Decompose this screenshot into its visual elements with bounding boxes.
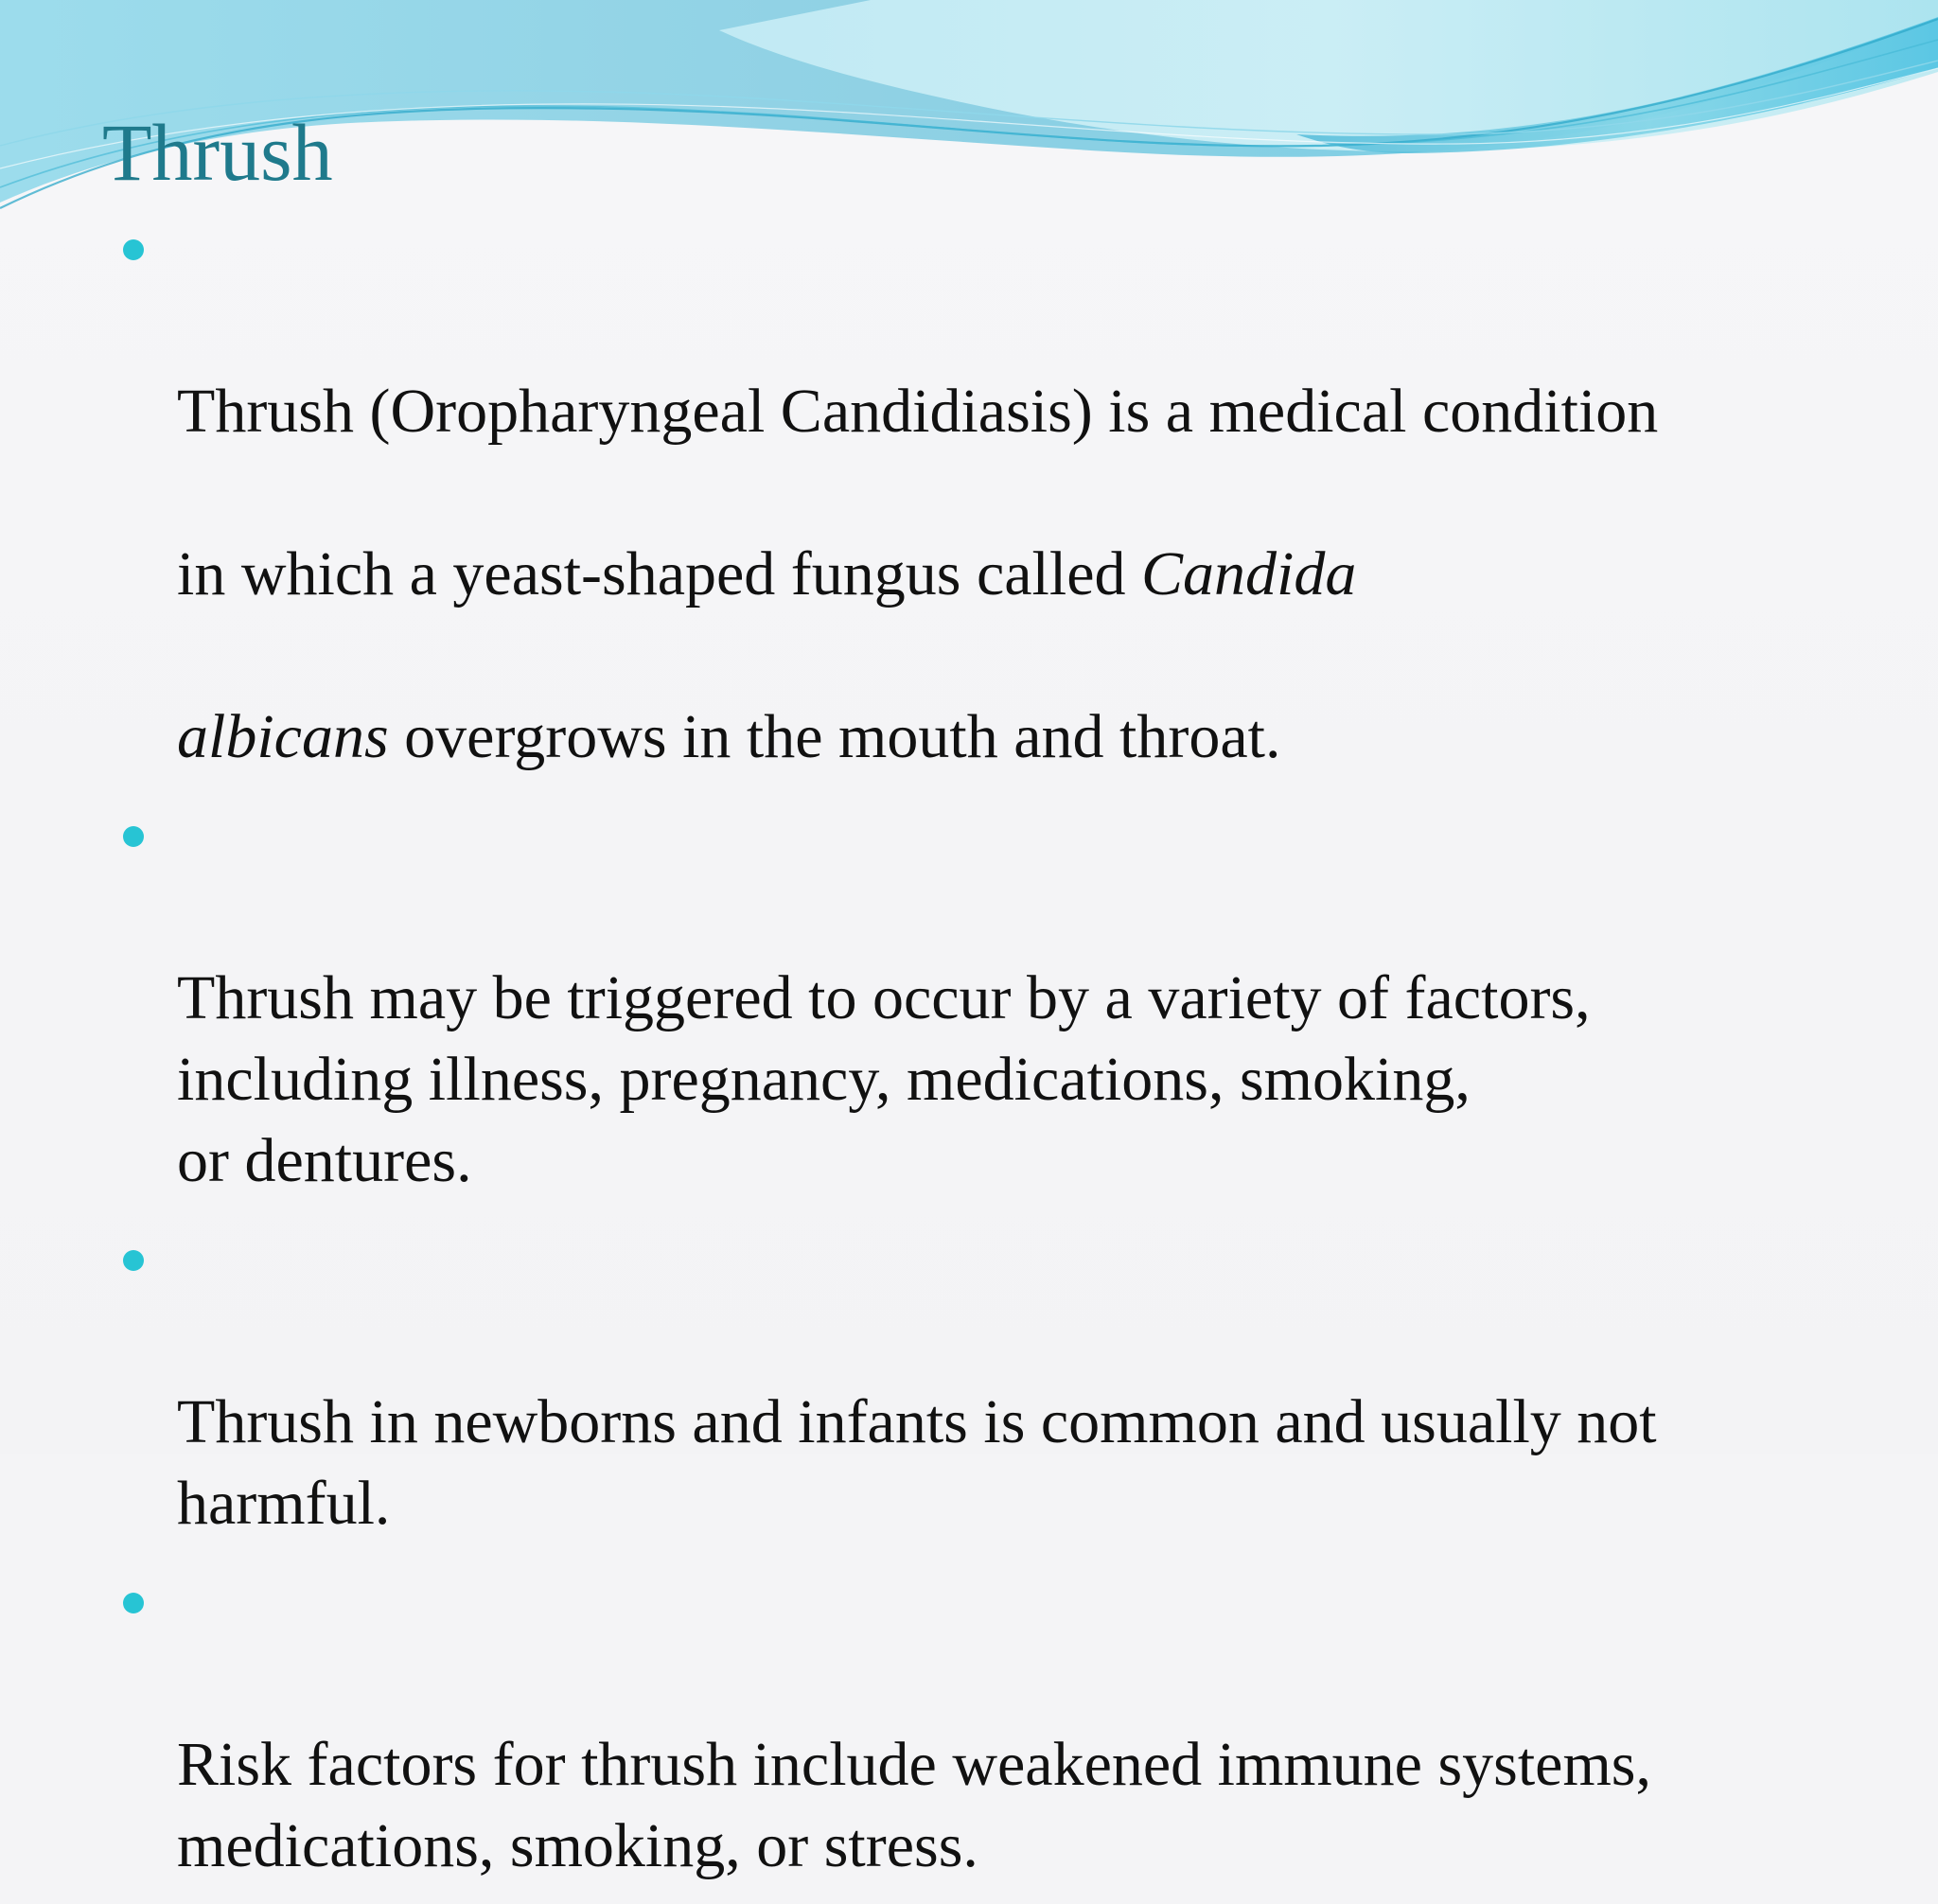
bullet-triggers-text: Thrush may be triggered to occur by a variety of factors, including illness, pregnancy, medications, smoking, or dentures.: [177, 963, 1591, 1195]
bullet-item-definition: [123, 208, 1836, 778]
content-area: [123, 208, 1836, 1904]
bullet-definition-line-2-start: in which a yeast-shaped fungus called: [177, 539, 1142, 608]
bullet-dot-icon: [123, 826, 144, 847]
bullet-infants-text: Thrush in newborns and infants is common and usually not harmful.: [177, 1387, 1657, 1538]
bullet-dot-icon: [123, 1593, 144, 1613]
bullet-item-infants: [123, 1219, 1836, 1544]
bullet-dot-icon: [123, 239, 144, 260]
bullet-definition-species: albicans: [177, 702, 389, 771]
bullet-dot-icon: [123, 1250, 144, 1271]
bullet-item-triggers: [123, 795, 1836, 1202]
bullet-definition-line-1: Thrush (Oropharyngeal Candidiasis) is a medical condition: [177, 377, 1659, 446]
bullet-list: [123, 208, 1836, 1887]
bullet-definition-line-3-end: overgrows in the mouth and throat.: [388, 702, 1281, 771]
bullet-risk-factors-text: Risk factors for thrush include weakened immune systems, medications, smoking, or stress.: [177, 1730, 1651, 1880]
bullet-item-risk-factors: [123, 1561, 1836, 1887]
slide-title: Thrush: [102, 107, 333, 198]
bullet-definition-genus: Candida: [1141, 539, 1357, 608]
